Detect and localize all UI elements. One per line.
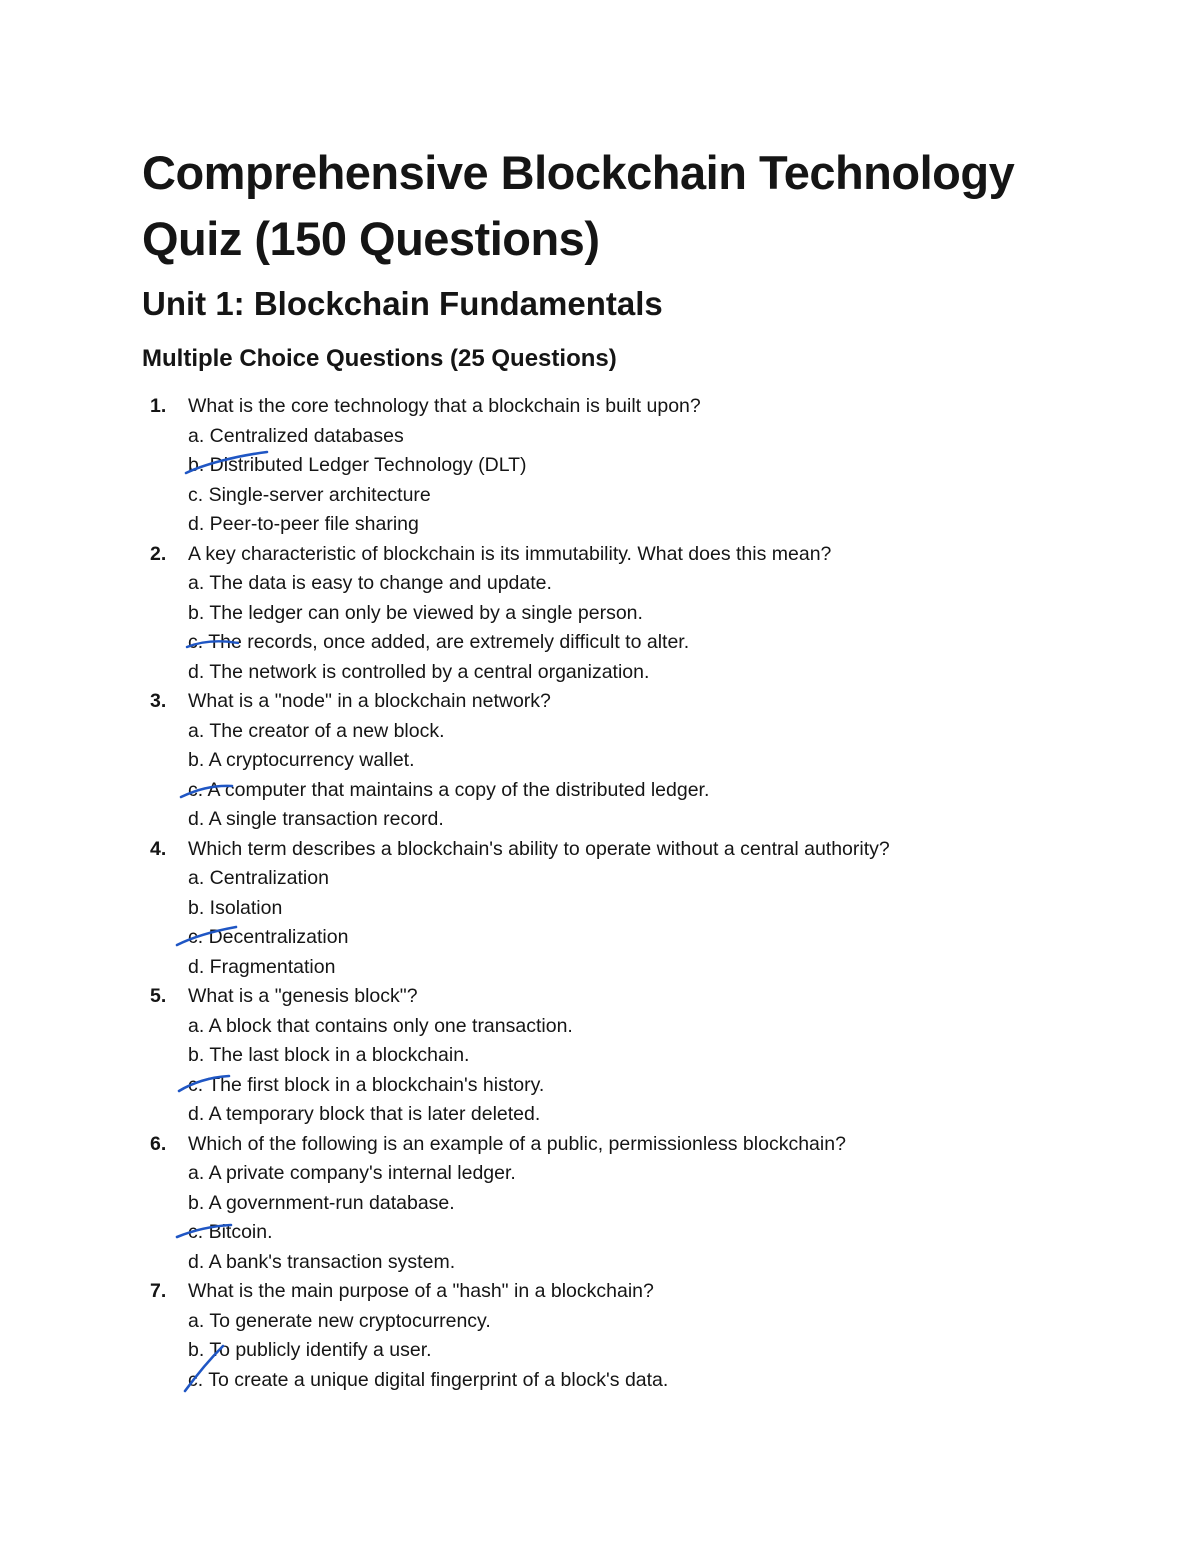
answer-option xyxy=(0,1248,1200,1278)
answer-option xyxy=(0,1189,1200,1219)
answer-option xyxy=(0,422,1200,452)
answer-option xyxy=(0,628,1200,658)
question-text: What is a "node" in a blockchain network? xyxy=(188,690,551,712)
answer-option xyxy=(0,451,1200,481)
question-number: 1. xyxy=(150,395,167,417)
option-text: a. A block that contains only one transaction. xyxy=(188,1014,573,1037)
answer-option xyxy=(0,1307,1200,1337)
question-line xyxy=(0,687,1200,717)
option-text: c. Decentralization xyxy=(188,926,349,948)
title-line-1: Comprehensive Blockchain Technology xyxy=(142,146,1015,199)
option-text: c. A computer that maintains a copy of the distributed ledger. xyxy=(188,778,710,801)
question-text: What is a "genesis block"? xyxy=(188,985,418,1007)
option-text: c. The first block in a blockchain's history. xyxy=(188,1073,545,1096)
question-line xyxy=(0,540,1200,570)
unit-title: Unit 1: Blockchain Fundamentals xyxy=(142,285,663,322)
answer-option xyxy=(0,599,1200,629)
option-text: a. A private company's internal ledger. xyxy=(188,1162,516,1184)
option-text: b. To publicly identify a user. xyxy=(188,1339,432,1361)
option-text: a. To generate new cryptocurrency. xyxy=(188,1309,491,1332)
question-item xyxy=(0,1130,1200,1278)
option-text: d. A temporary block that is later deleted. xyxy=(188,1103,541,1125)
option-text: b. A cryptocurrency wallet. xyxy=(188,749,415,771)
question-item xyxy=(0,1277,1200,1395)
answer-option xyxy=(0,1100,1200,1130)
option-text: b. The ledger can only be viewed by a single person. xyxy=(188,601,643,624)
option-text: a. Centralized databases xyxy=(188,424,404,447)
option-text: a. The data is easy to change and update. xyxy=(188,572,552,594)
answer-option xyxy=(0,481,1200,511)
question-item xyxy=(0,540,1200,688)
question-line xyxy=(0,982,1200,1012)
question-number: 4. xyxy=(150,837,167,860)
answer-option xyxy=(0,776,1200,806)
question-line xyxy=(0,392,1200,422)
option-text: b. Distributed Ledger Technology (DLT) xyxy=(188,454,527,476)
answer-option xyxy=(0,717,1200,747)
document-title xyxy=(142,140,1102,272)
answer-option xyxy=(0,894,1200,924)
question-text: What is the main purpose of a "hash" in a blockchain? xyxy=(188,1280,654,1302)
answer-option xyxy=(0,746,1200,776)
question-line xyxy=(0,1130,1200,1160)
question-item xyxy=(0,392,1200,540)
answer-option xyxy=(0,510,1200,540)
option-text: d. A single transaction record. xyxy=(188,808,444,830)
answer-option xyxy=(0,1218,1200,1248)
option-text: c. The records, once added, are extremely difficult to alter. xyxy=(188,631,690,653)
question-item xyxy=(0,687,1200,835)
option-text: d. The network is controlled by a central organization. xyxy=(188,660,650,683)
option-text: d. Fragmentation xyxy=(188,955,336,978)
answer-option xyxy=(0,864,1200,894)
question-text: Which term describes a blockchain's ability to operate without a central authority? xyxy=(188,837,890,860)
question-item xyxy=(0,835,1200,983)
question-number: 2. xyxy=(150,542,167,565)
option-text: c. To create a unique digital fingerprint of a block's data. xyxy=(188,1368,669,1391)
question-list xyxy=(0,392,1200,1395)
option-text: c. Single-server architecture xyxy=(188,483,431,506)
question-line xyxy=(0,1277,1200,1307)
option-text: a. Centralization xyxy=(188,867,329,889)
answer-option xyxy=(0,805,1200,835)
answer-option xyxy=(0,1366,1200,1396)
option-text: d. Peer-to-peer file sharing xyxy=(188,513,419,535)
question-text: Which of the following is an example of a public, permissionless blockchain? xyxy=(188,1132,846,1155)
answer-option xyxy=(0,1012,1200,1042)
option-text: b. A government-run database. xyxy=(188,1191,455,1214)
question-number: 5. xyxy=(150,985,167,1007)
answer-option xyxy=(0,923,1200,953)
question-number: 7. xyxy=(150,1280,167,1302)
answer-option xyxy=(0,1041,1200,1071)
section-title: Multiple Choice Questions (25 Questions) xyxy=(142,345,617,372)
question-item xyxy=(0,982,1200,1130)
answer-option xyxy=(0,658,1200,688)
question-text: A key characteristic of blockchain is its immutability. What does this mean? xyxy=(188,542,832,565)
answer-option xyxy=(0,569,1200,599)
answer-option xyxy=(0,1071,1200,1101)
option-text: b. Isolation xyxy=(188,896,283,919)
option-text: d. A bank's transaction system. xyxy=(188,1250,456,1273)
answer-option xyxy=(0,953,1200,983)
question-number: 6. xyxy=(150,1132,167,1155)
answer-option xyxy=(0,1336,1200,1366)
question-text: What is the core technology that a blockchain is built upon? xyxy=(188,395,701,417)
option-text: c. Bitcoin. xyxy=(188,1221,273,1243)
question-number: 3. xyxy=(150,690,167,712)
question-line xyxy=(0,835,1200,865)
answer-option xyxy=(0,1159,1200,1189)
option-text: a. The creator of a new block. xyxy=(188,719,445,742)
title-line-2: Quiz (150 Questions) xyxy=(142,212,600,265)
option-text: b. The last block in a blockchain. xyxy=(188,1044,470,1066)
